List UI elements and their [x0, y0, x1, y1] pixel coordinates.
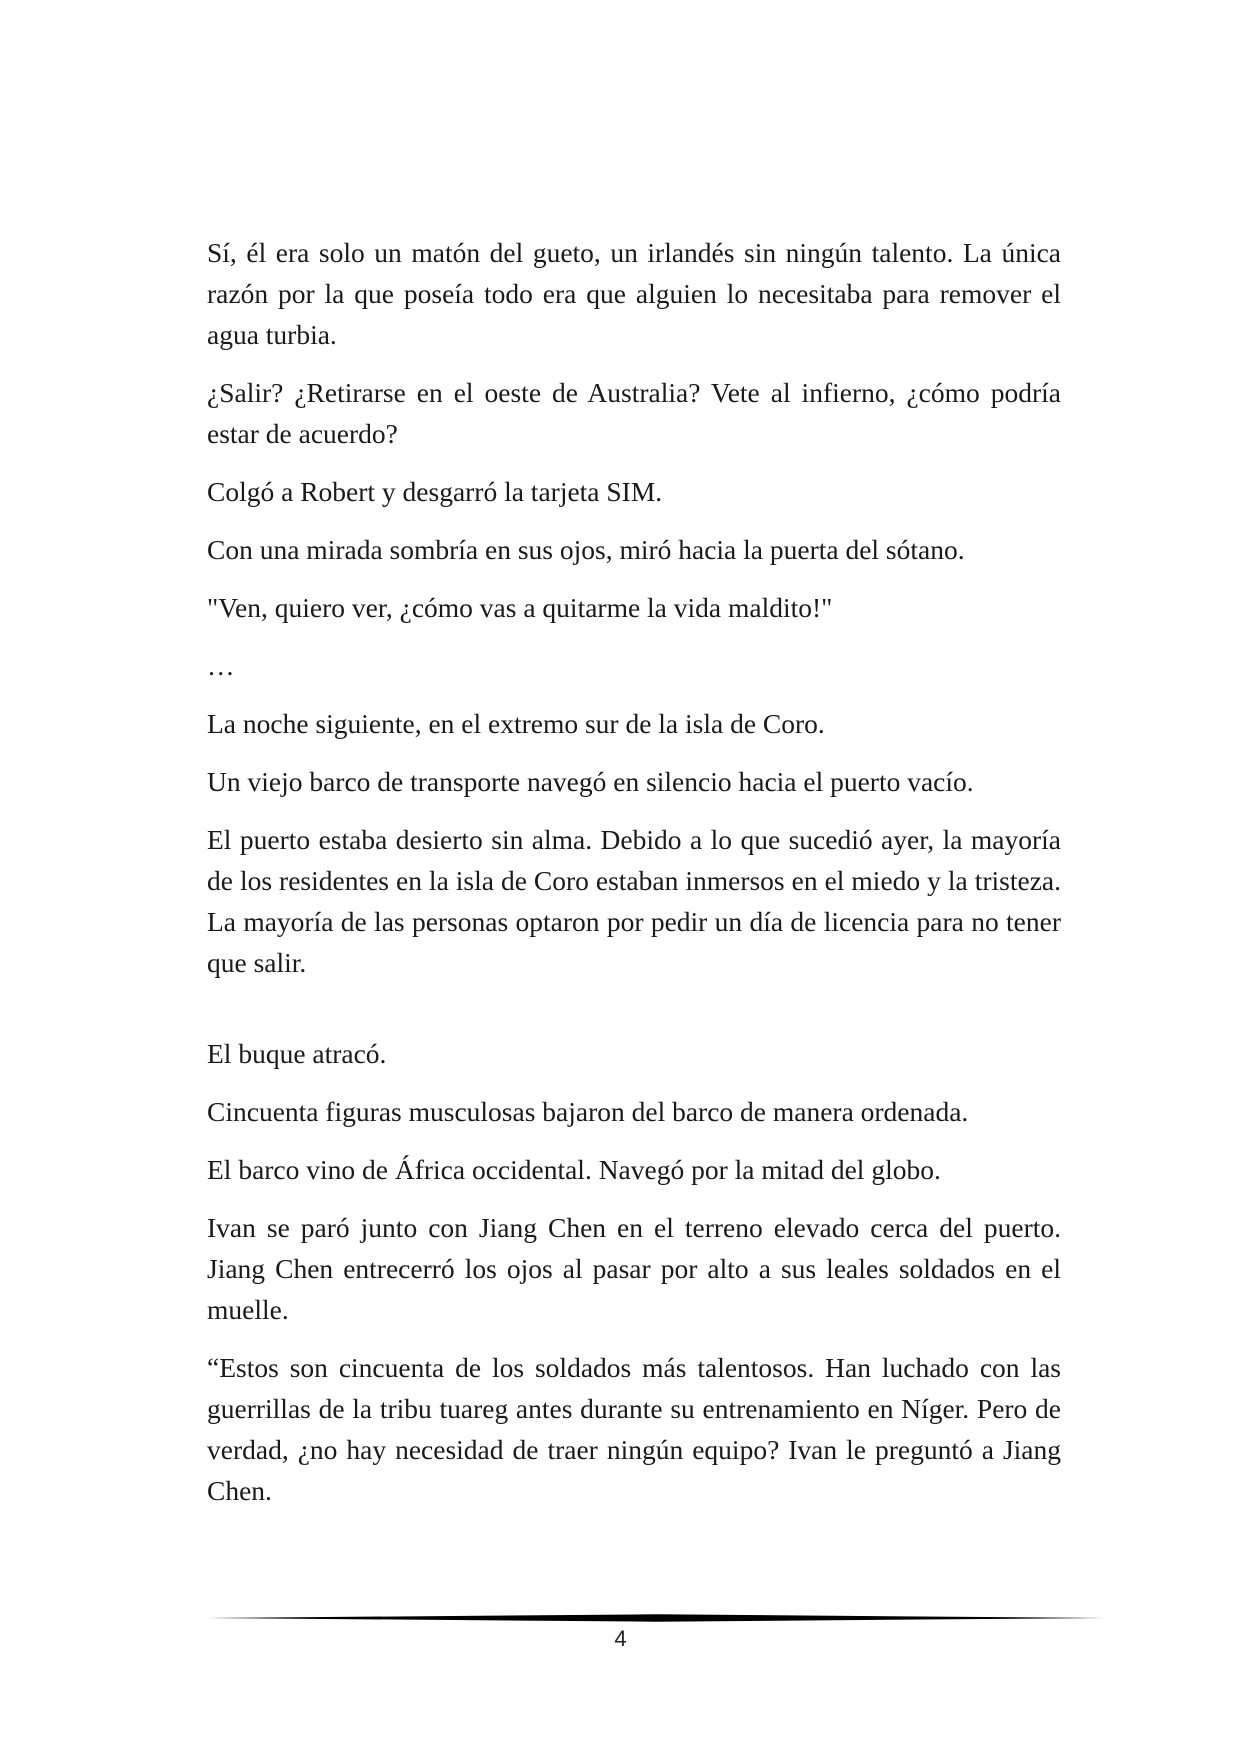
- page-number: 4: [614, 1626, 627, 1651]
- paragraph: Un viejo barco de transporte navegó en silencio hacia el puerto vacío.: [207, 766, 974, 797]
- paragraph: El puerto estaba desierto sin alma. Debido a lo que sucedió ayer, la mayoría de los residentes en la isla de Coro estaban inmersos en el miedo y la tristeza. La mayoría de las personas optaron por pedir un día de licencia para no tener que salir.: [207, 824, 1061, 978]
- paragraph: ¿Salir? ¿Retirarse en el oeste de Australia? Vete al infierno, ¿cómo podría estar de acuerdo?: [207, 377, 1061, 449]
- body-text: [207, 232, 1061, 1528]
- paragraph: El buque atracó.: [207, 1038, 387, 1069]
- paragraph: "Ven, quiero ver, ¿cómo vas a quitarme la vida maldito!": [207, 592, 833, 623]
- scene-break: …: [207, 650, 235, 681]
- paragraph: Sí, él era solo un matón del gueto, un irlandés sin ningún talento. La única razón por la que poseía todo era que alguien lo necesitaba para remover el agua turbia.: [207, 237, 1061, 350]
- footer-divider: [207, 1614, 1105, 1622]
- paragraph: La noche siguiente, en el extremo sur de la isla de Coro.: [207, 708, 825, 739]
- paragraph: Con una mirada sombría en sus ojos, miró hacia la puerta del sótano.: [207, 534, 965, 565]
- paragraph: El barco vino de África occidental. Navegó por la mitad del globo.: [207, 1154, 941, 1185]
- paragraph: Colgó a Robert y desgarró la tarjeta SIM.: [207, 476, 663, 507]
- paragraph: “Estos son cincuenta de los soldados más talentosos. Han luchado con las guerrillas de la tribu tuareg antes durante su entrenamiento en Níger. Pero de verdad, ¿no hay necesidad de traer ningún equipo? Ivan le preguntó a Jiang Chen.: [207, 1352, 1061, 1506]
- paragraph: Cincuenta figuras musculosas bajaron del barco de manera ordenada.: [207, 1096, 969, 1127]
- paragraph: Ivan se paró junto con Jiang Chen en el terreno elevado cerca del puerto. Jiang Chen entrecerró los ojos al pasar por alto a sus leales soldados en el muelle.: [207, 1212, 1061, 1325]
